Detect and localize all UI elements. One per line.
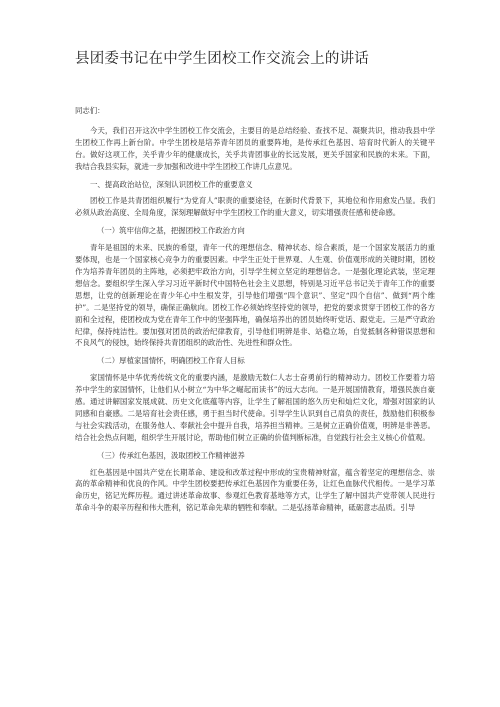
subsection-2-paragraph: 家国情怀是中华优秀传统文化的重要内涵，是激励无数仁人志士奋勇前行的精神动力。团校工作要着力培养中学生的家国情怀，让他们从小树立“为中华之崛起而读书”的远大志向。一是开展国情教育，增强民族自豪感。通过讲解国家发展成就、历史文化底蕴等内容，让学生了解祖国的悠久历史和灿烂文化，增强对国家的认同感和自豪感。二是培育社会责任感，勇于担当时代使命。引导学生认识到自己肩负的责任，鼓励他们积极参与社会实践活动，在服务他人、奉献社会中提升自我，培养担当精神。三是树立正确价值观，明辨是非善恶。结合社会热点问题，组织学生开展讨论，帮助他们树立正确的价值判断标准，自觉践行社会主义核心价值观。: [75, 373, 435, 442]
intro-paragraph: 今天，我们召开这次中学生团校工作交流会，主要目的是总结经验、查找不足、凝聚共识，推动我县中学生团校工作再上新台阶。中学生团校是培养青年团员的重要阵地，是传承红色基因、培育时代新人的关键平台。做好这项工作，关乎青少年的健康成长，关乎共青团事业的长远发展，更关乎国家和民族的未来。下面，我结合我县实际，就进一步加强和改进中学生团校工作讲几点意见。: [75, 125, 435, 171]
subsection-3-paragraph: 红色基因是中国共产党在长期革命、建设和改革过程中形成的宝贵精神财富，蕴含着坚定的理想信念、崇高的革命精神和优良的作风。中学生团校要把传承红色基因作为重要任务，让红色血脉代代相传。一是学习革命历史，铭记光辉历程。通过讲述革命故事、参观红色教育基地等方式，让学生了解中国共产党带领人民进行革命斗争的艰辛历程和伟大胜利，铭记革命先辈的牺牲和奉献。二是弘扬革命精神，砥砺意志品质。引导: [75, 467, 435, 513]
subsection-2-heading: （二）厚植家国情怀，明确团校工作育人目标: [97, 356, 245, 366]
subsection-3-heading: （三）传承红色基因，汲取团校工作精神滋养: [97, 450, 245, 460]
document-title: 县团委书记在中学生团校工作交流会上的讲话: [75, 51, 369, 67]
document-body: [75, 105, 435, 520]
subsection-1-paragraph: 青年是祖国的未来、民族的希望，青年一代的理想信念、精神状态、综合素质，是一个国家发展活力的重要体现，也是一个国家核心竞争力的重要因素。中学生正处于世界观、人生观、价值观形成的关键时期，团校作为培养青年团员的主阵地，必须把牢政治方向，引导学生树立坚定的理想信念。一是强化理论武装，坚定理想信念。要组织学生深入学习习近平新时代中国特色社会主义思想，特别是习近平总书记关于青年工作的重要思想，让党的创新理论在青少年心中生根发芽，引导他们增强“四个意识”、坚定“四个自信”、做到“两个维护”。二是坚持党的领导，确保正确航向。团校工作必须始终坚持党的领导，把党的要求贯穿于团校工作的各方面和全过程，使团校成为党在青年工作中的坚强阵地，确保培养出的团员始终听党话、跟党走。三是严守政治纪律，保持纯洁性。要加强对团员的政治纪律教育，引导他们明辨是非、站稳立场，自觉抵制各种错误思想和不良风气的侵蚀，始终保持共青团组织的政治性、先进性和群众性。: [75, 243, 435, 348]
greeting: 同志们：: [75, 106, 105, 115]
section-1-paragraph: 团校工作是共青团组织履行“为党育人”职责的重要途径，在新时代背景下，其地位和作用愈发凸显。我们必须从政治高度、全局角度，深刻理解做好中学生团校工作的重大意义，切实增强责任感和使命感。: [75, 196, 435, 218]
subsection-1-heading: （一）筑牢信仰之基，把握团校工作政治方向: [97, 226, 245, 236]
section-1-heading: 一、提高政治站位，深刻认识团校工作的重要意义: [90, 179, 253, 189]
document-page: [75, 0, 435, 707]
